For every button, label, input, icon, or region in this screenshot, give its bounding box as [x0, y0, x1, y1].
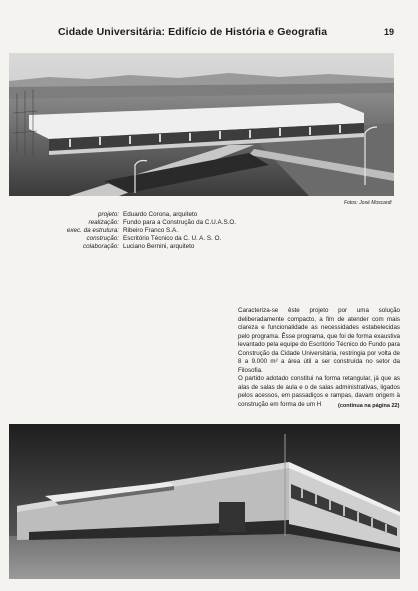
continued-note: (continua na página 22)	[338, 403, 400, 409]
credit-value: Ribeiro Franco S.A.	[123, 227, 178, 235]
credit-value: Eduardo Corona, arquiteto	[123, 211, 198, 218]
credit-row	[30, 227, 236, 235]
body-paragraph: O partido adotado constitui na forma retangular, já que as alas de salas de aula e o de salas administrativas, ligados pelos acessos, em passadiços e rampas, davam origem à construção em forma de um H	[238, 375, 400, 408]
credit-row	[30, 219, 236, 227]
building-street-photo	[9, 424, 400, 579]
photo-credit: Fotos: José Moscardi	[344, 200, 392, 206]
credit-label: colaboração:	[82, 243, 119, 251]
credit-label: projeto:	[97, 211, 119, 218]
article-body	[238, 307, 400, 409]
credit-value: Fundo para a Construção da C.U.A.S.O.	[123, 219, 237, 227]
credit-row	[30, 235, 236, 243]
aerial-building-photo	[9, 53, 394, 196]
body-paragraph: Caracteriza-se êste projeto por uma solução deliberadamente compacto, a fim de atender com mais clareza e funcionalidade as necessidades estabelecidas pelo programa. Êsse programa, que foi de forma exaustiva levantado pela equipe do Escritório Técnico do Fundo para Construção da Cidade Universitária, restringia por volta de 8 a 9.000 m² a área útil a ser construída no setor da Filosofia.	[238, 307, 400, 374]
credit-value: Luciano Bernini, arquiteto	[123, 243, 195, 251]
credit-row	[30, 211, 236, 219]
page-number: 19	[384, 27, 395, 37]
credit-label: realização:	[88, 219, 119, 227]
credit-row	[30, 243, 236, 251]
page-title: Cidade Universitária: Edifício de História e Geografia	[58, 26, 328, 38]
credit-value: Escritório Técnico da C. U. A. S. O.	[123, 235, 222, 243]
project-credits	[30, 211, 236, 251]
credit-label: exec. da estrutura:	[66, 227, 119, 235]
credit-label: construção:	[86, 235, 119, 243]
